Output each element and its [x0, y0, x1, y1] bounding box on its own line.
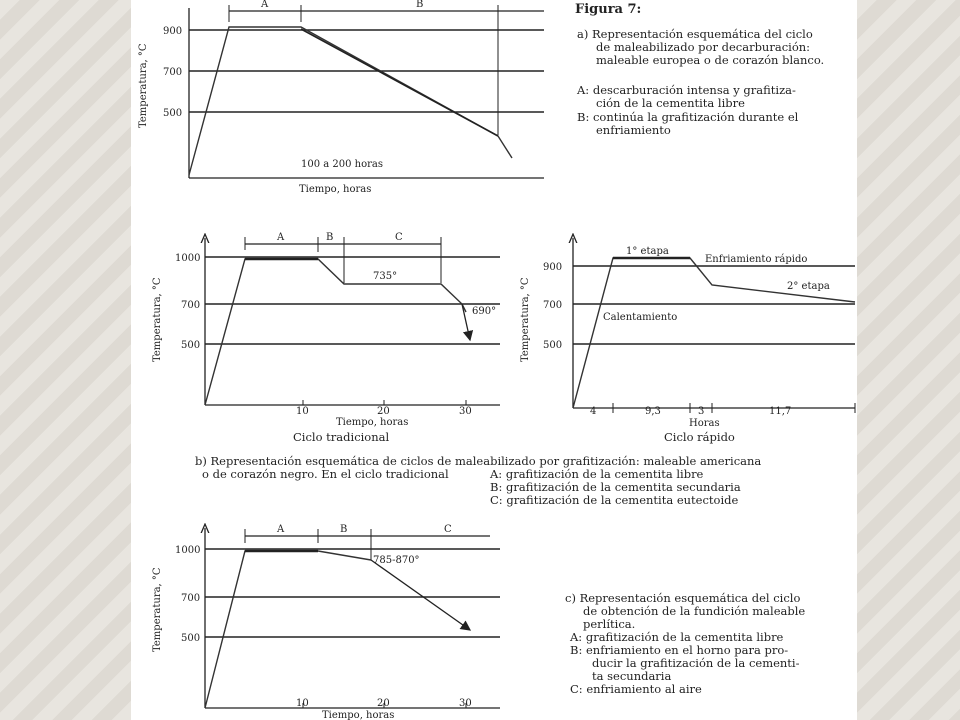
caption-c-line: c) Representación esquemática del ciclo [565, 591, 801, 605]
chart-b2-segment-3: 3 [698, 406, 705, 417]
chart-a-ytick-700: 700 [163, 67, 183, 78]
caption-b-legend-a: A: grafitización de la cementita libre [490, 467, 704, 481]
caption-c-line: C: enfriamiento al aire [570, 682, 702, 696]
chart-b-tradicional [152, 232, 500, 444]
caption-a-line: ción de la cementita libre [596, 96, 745, 110]
chart-c-xtick-10: 10 [296, 698, 309, 709]
caption-c-line: ta secundaria [592, 669, 672, 683]
chart-a [138, 0, 544, 195]
chart-c-xtick-30: 30 [459, 698, 472, 709]
caption-c-line: A: grafitización de la cementita libre [570, 630, 784, 644]
chart-b1-temperature-curve [205, 259, 466, 405]
chart-c-phase-label-a: A [277, 524, 285, 535]
chart-c-ytick-700: 700 [181, 593, 201, 604]
caption-c-line: ducir la grafitización de la cementi- [592, 656, 800, 670]
chart-b1-cooling-arrow [462, 304, 470, 340]
caption-b-legend-b: B: grafitización de la cementita secundaria [490, 480, 741, 494]
chart-a-cooling-line [301, 29, 498, 136]
chart-a-duration-label: 100 a 200 horas [301, 159, 384, 170]
chart-c-ytick-1000: 1000 [175, 545, 201, 556]
chart-c-temp-range: 785-870° [373, 555, 420, 566]
chart-b2-ytick-500: 500 [543, 340, 563, 351]
caption-a-line: a) Representación esquemática del ciclo [577, 27, 813, 41]
caption-c [565, 591, 805, 696]
chart-b1-ytick-1000: 1000 [175, 253, 201, 264]
caption-a [576, 27, 824, 137]
caption-c-line: de obtención de la fundición maleable [583, 604, 806, 618]
chart-b2-segment-4: 4 [590, 406, 597, 417]
chart-c-xtick-20: 20 [377, 698, 390, 709]
chart-c-xlabel: Tiempo, horas [322, 710, 395, 720]
caption-b-legend-c: C: grafitización de la cementita eutectoide [490, 493, 739, 507]
chart-b1-xtick-20: 20 [377, 406, 390, 417]
caption-b-line: b) Representación esquemática de ciclos de maleabilizado por grafitización: maleable americana [195, 454, 762, 468]
chart-a-ytick-500: 500 [163, 108, 183, 119]
caption-a-line: maleable europea o de corazón blanco. [596, 53, 825, 67]
chart-c-phase-label-b: B [340, 524, 348, 535]
chart-c-ylabel: Temperatura, °C [152, 567, 163, 652]
chart-b2-label-etapa1: 1° etapa [626, 246, 669, 257]
chart-b1-ytick-500: 500 [181, 340, 201, 351]
chart-b2-ylabel: Temperatura, °C [520, 277, 531, 362]
chart-b1-temp-690: 690° [472, 306, 497, 317]
chart-b1-title: Ciclo tradicional [293, 430, 390, 444]
chart-a-ylabel: Temperatura, °C [138, 43, 149, 128]
chart-b1-ylabel: Temperatura, °C [152, 277, 163, 362]
chart-b1-xlabel: Tiempo, horas [336, 417, 409, 428]
figure-label: Figura 7: [575, 2, 642, 17]
chart-b2-segment-9-3: 9,3 [645, 406, 661, 417]
chart-a-temperature-curve [189, 27, 512, 175]
caption-a-line: A: descarburación intensa y grafitiza- [577, 83, 796, 97]
chart-b1-phase-label-a: A [277, 232, 285, 243]
chart-a-xlabel: Tiempo, horas [299, 184, 372, 195]
chart-c [152, 524, 500, 720]
caption-a-line: enfriamiento [596, 123, 671, 137]
chart-b1-ytick-700: 700 [181, 300, 201, 311]
chart-b1-phase-label-c: C [395, 232, 403, 243]
chart-b2-segment-11-7: 11,7 [769, 406, 792, 417]
chart-b2-label-enfriamiento: Enfriamiento rápido [705, 254, 808, 265]
caption-b-line: o de corazón negro. En el ciclo tradicional [202, 467, 449, 481]
chart-b1-phase-label-b: B [326, 232, 334, 243]
chart-b2-xlabel: Horas [689, 418, 720, 429]
chart-b2-label-etapa2: 2° etapa [787, 281, 830, 292]
chart-a-ytick-900: 900 [163, 26, 183, 37]
caption-c-line: perlítica. [583, 617, 636, 631]
chart-b2-ytick-900: 900 [543, 262, 563, 273]
chart-c-phase-label-c: C [444, 524, 452, 535]
caption-a-line: de maleabilizado por decarburación: [596, 40, 811, 54]
chart-b2-label-calentamiento: Calentamiento [603, 312, 678, 323]
chart-b2-title: Ciclo rápido [664, 430, 735, 444]
caption-c-line: B: enfriamiento en el horno para pro- [570, 643, 789, 657]
chart-b-rapido [520, 238, 855, 444]
chart-a-phase-label-b: B [416, 0, 424, 10]
chart-c-cooling-arrow [371, 560, 470, 630]
chart-c-temperature-curve [205, 551, 371, 708]
chart-b1-temp-735: 735° [373, 271, 398, 282]
chart-a-phase-label-a: A [261, 0, 269, 10]
chart-b1-xtick-30: 30 [459, 406, 472, 417]
caption-a-line: B: continúa la grafitización durante el [577, 110, 799, 124]
chart-b1-xtick-10: 10 [296, 406, 309, 417]
caption-b [195, 454, 761, 507]
chart-c-ytick-500: 500 [181, 633, 201, 644]
chart-b2-ytick-700: 700 [543, 300, 563, 311]
